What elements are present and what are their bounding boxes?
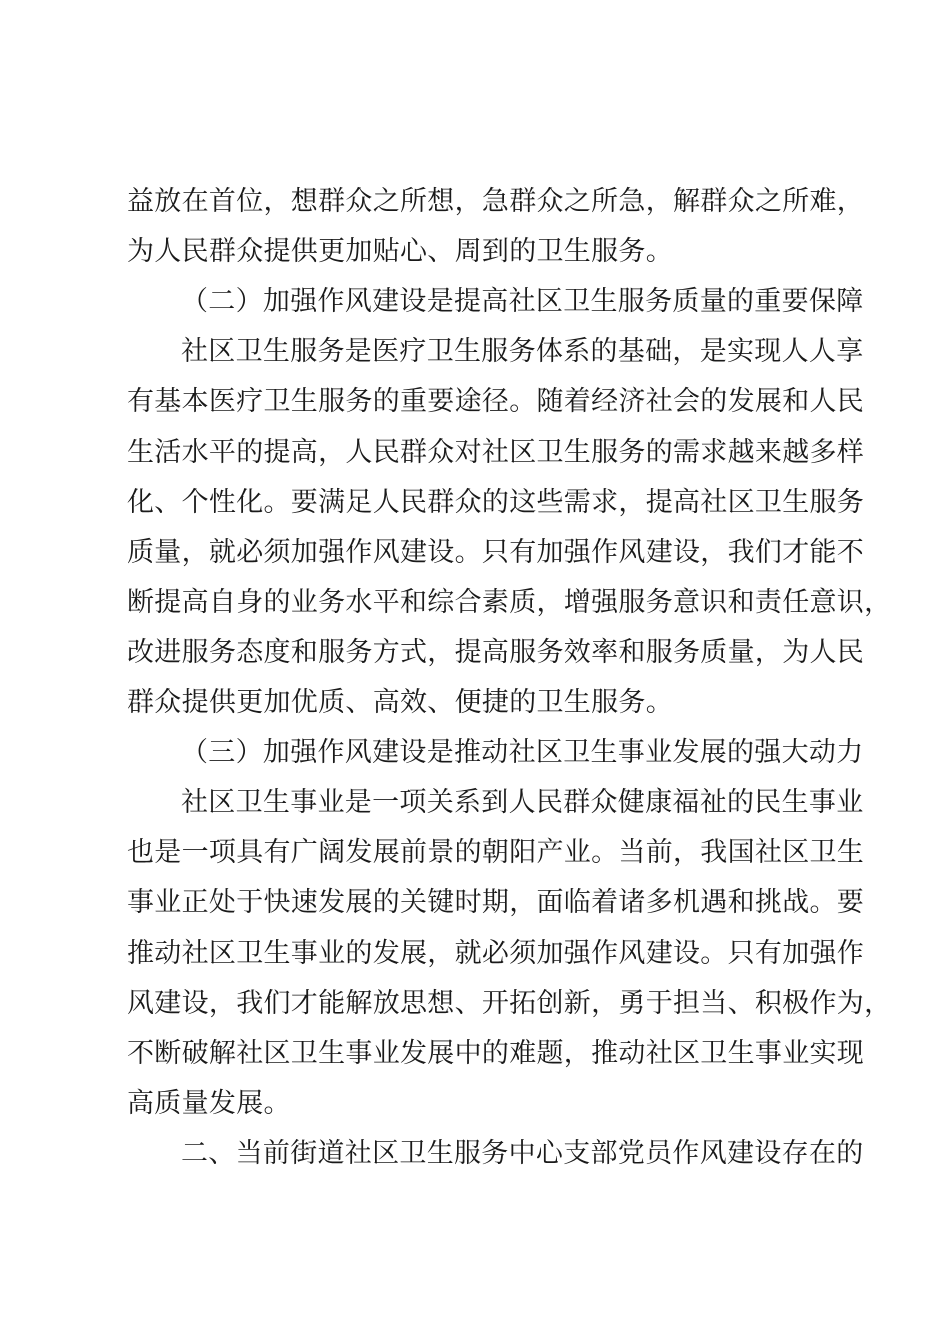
paragraph-first-line: 社区卫生服务是医疗卫生服务体系的基础，是实现人人享 xyxy=(181,336,864,368)
paragraph-line: 化、个性化。要满足人民群众的这些需求，提高社区卫生服务 xyxy=(127,486,865,518)
paragraph-line: 益放在首位，想群众之所想，急群众之所急，解群众之所难， xyxy=(127,186,865,217)
paragraph-first-line: 社区卫生事业是一项关系到人民群众健康福祉的民生事业 xyxy=(181,787,864,819)
paragraph-line: 高质量发展。 xyxy=(127,1087,291,1119)
paragraph-line: 有基本医疗卫生服务的重要途径。随着经济社会的发展和人民 xyxy=(127,386,865,418)
paragraph-first-line: （三）加强作风建设是推动社区卫生事业发展的强大动力 xyxy=(181,737,864,769)
paragraph-line: 不断破解社区卫生事业发展中的难题，推动社区卫生事业实现 xyxy=(127,1037,865,1069)
paragraph-line: 断提高自身的业务水平和综合素质，增强服务意识和责任意识， xyxy=(127,586,892,618)
paragraph-line: 风建设，我们才能解放思想、开拓创新，勇于担当、积极作为， xyxy=(127,987,892,1019)
paragraph-first-line: 二、当前街道社区卫生服务中心支部党员作风建设存在的 xyxy=(181,1137,864,1169)
paragraph-line: 质量，就必须加强作风建设。只有加强作风建设，我们才能不 xyxy=(127,536,865,568)
paragraph-line: 改进服务态度和服务方式，提高服务效率和服务质量，为人民 xyxy=(127,636,865,668)
paragraph-line: 生活水平的提高，人民群众对社区卫生服务的需求越来越多样 xyxy=(127,436,865,468)
paragraph-line: 为人民群众提供更加贴心、周到的卫生服务。 xyxy=(127,236,673,268)
paragraph-line: 也是一项具有广阔发展前景的朝阳产业。当前，我国社区卫生 xyxy=(127,837,865,869)
paragraph-first-line: （二）加强作风建设是提高社区卫生服务质量的重要保障 xyxy=(181,286,864,318)
paragraph-line: 群众提供更加优质、高效、便捷的卫生服务。 xyxy=(127,687,673,718)
paragraph-line: 推动社区卫生事业的发展，就必须加强作风建设。只有加强作 xyxy=(127,937,865,969)
paragraph-line: 事业正处于快速发展的关键时期，面临着诸多机遇和挑战。要 xyxy=(127,887,865,919)
